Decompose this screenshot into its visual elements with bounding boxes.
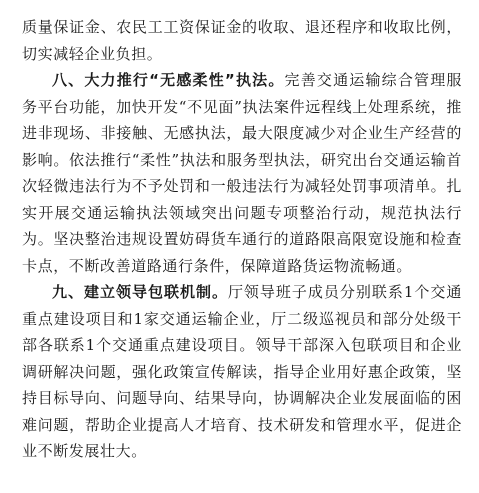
section-8-body: 完善交通运输综合管理服务平台功能，加快开发“不见面”执法案件远程线上处理系统，推进非现场、非接触、无感执法，最大限度减少对企业生产经营的影响。依法推行“柔性”执法和服务型执法，研究出台交通运输首次轻微违法行为不予处罚和一般违法行为减轻处罚事项清单。扎实开展交通运输执法领域突出问题专项整治行动，规范执法行为。坚决整治违规设置妨碍货车通行的道路限高限宽设施和检查卡点，不断改善道路通行条件，保障道路货运物流畅通。 <box>22 71 463 275</box>
section-9-paragraph <box>22 279 462 465</box>
section-9-heading: 九、建立领导包联机制。 <box>52 283 228 301</box>
section-8-paragraph <box>22 67 462 279</box>
section-9-body: 厅领导班子成员分别联系1个交通重点建设项目和1家交通运输企业，厅二级巡视员和部分处级干部各联系1个交通重点建设项目。领导干部深入包联项目和企业调研解决问题，强化政策宣传解读，指导企业用好惠企政策，坚持目标导向、问题导向、结果导向，协调解决企业发展面临的困难问题，帮助企业提高人才培育、技术研发和管理水平，促进企业不断发展壮大。 <box>22 283 462 460</box>
intro-text: 质量保证金、农民工工资保证金的收取、退还程序和收取比例，切实减轻企业负担。 <box>22 18 462 63</box>
document-page <box>22 14 462 465</box>
intro-paragraph <box>22 14 462 67</box>
section-8-heading: 八、大力推行“无感柔性”执法。 <box>52 71 285 89</box>
